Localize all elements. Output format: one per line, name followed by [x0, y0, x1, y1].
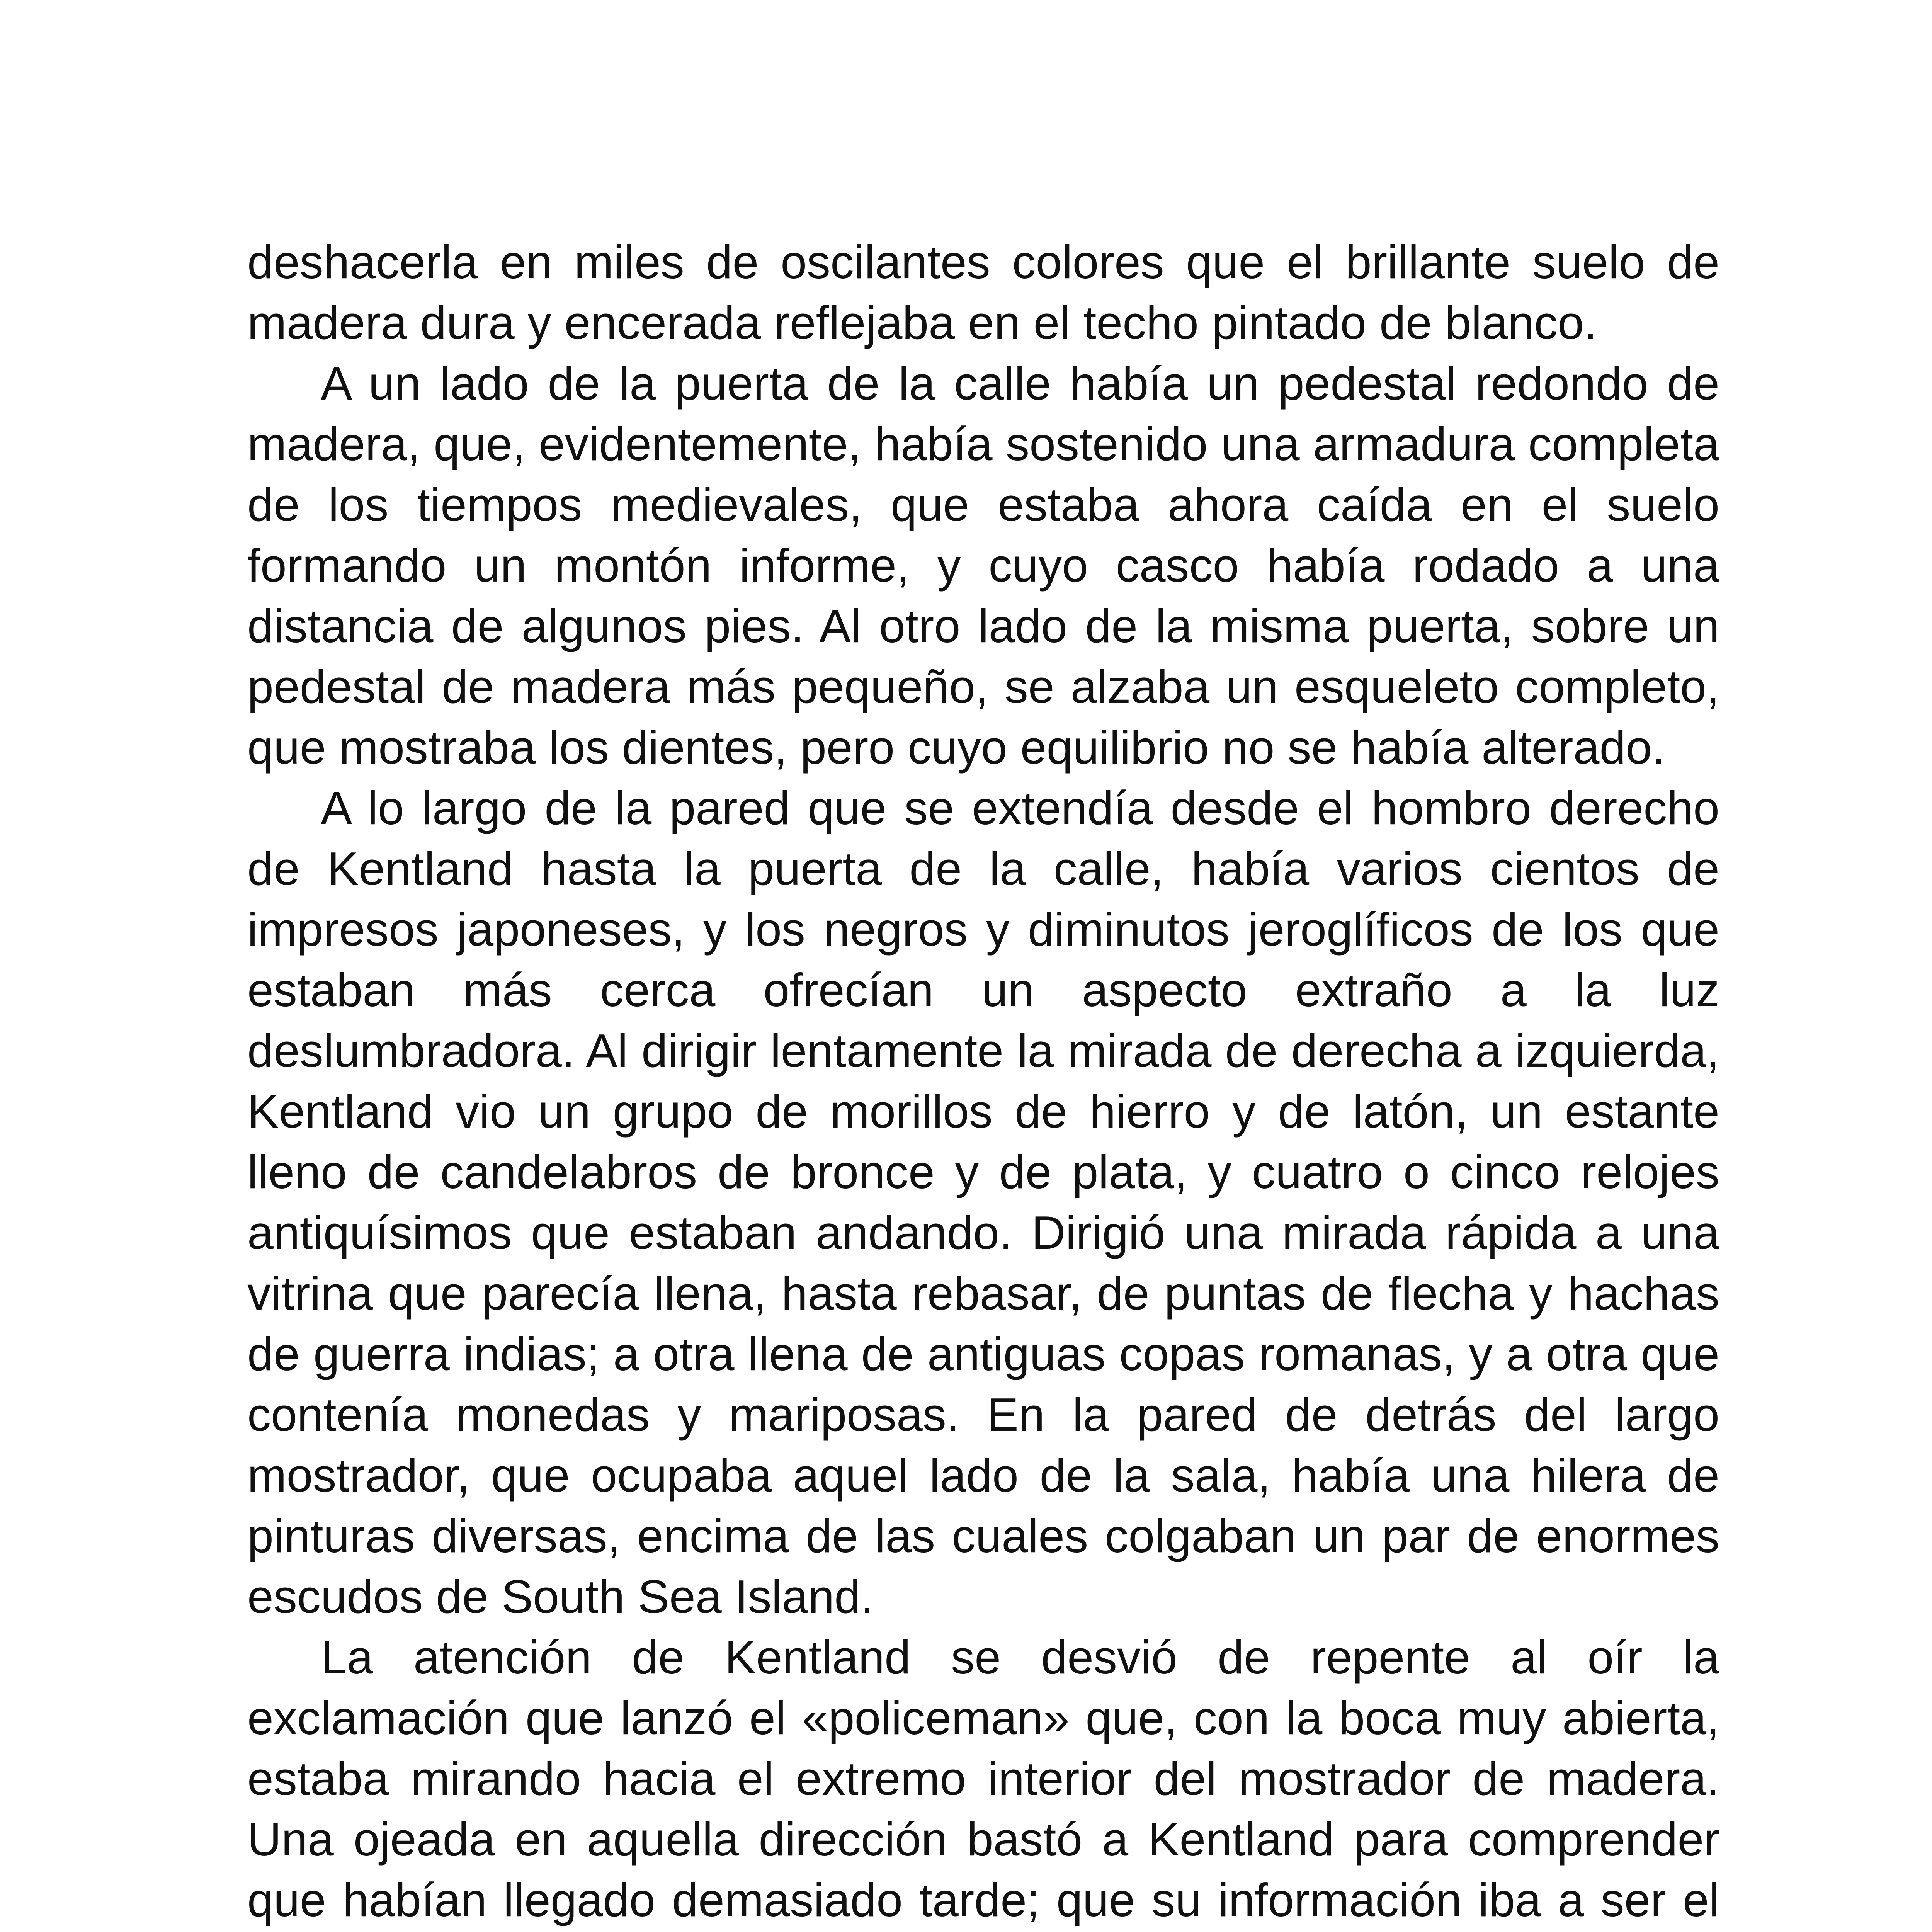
- paragraph-4: La atención de Kentland se desvió de repente al oír la exclamación que lanzó el «policeman» que, con la boca muy abierta, estaba mirando hacia el extremo interior del mostrador de madera. Una ojeada en aquella dirección bastó a Kentland para comprender que habían llegado demasiado tarde; que su información iba a ser el: [247, 1631, 1719, 1926]
- paragraph-1: deshacerla en miles de oscilantes colores que el brillante suelo de madera dura y encerada reflejaba en el techo pintado de blanco.: [247, 236, 1719, 349]
- body-text: [247, 232, 1719, 1932]
- paragraph-2: A un lado de la puerta de la calle había un pedestal redondo de madera, que, evidentemente, había sostenido una armadura completa de los tiempos medievales, que estaba ahora caída en el suelo formando un montón informe, y cuyo casco había rodado a una distancia de algunos pies. Al otro lado de la misma puerta, sobre un pedestal de madera más pequeño, se alzaba un esqueleto completo, que mostraba los dientes, pero cuyo equilibrio no se había alterado.: [247, 357, 1719, 774]
- paragraph-3: A lo largo de la pared que se extendía desde el hombro derecho de Kentland hasta la puerta de la calle, había varios cientos de impresos japoneses, y los negros y diminutos jeroglíficos de los que estaban más cerca ofrecían un aspecto extraño a la luz deslumbradora. Al dirigir lentamente la mirada de derecha a izquierda, Kentland vio un grupo de morillos de hierro y de latón, un estante lleno de candelabros de bronce y de plata, y cuatro o cinco relojes antiquísimos que estaban andando. Dirigió una mirada rápida a una vitrina que parecía llena, hasta rebasar, de puntas de flecha y hachas de guerra indias; a otra llena de antiguas copas romanas, y a otra que contenía monedas y mariposas. En la pared de detrás del largo mostrador, que ocupaba aquel lado de la sala, había una hilera de pinturas diversas, encima de las cuales colgaban un par de enormes escudos de South Sea Island.: [247, 782, 1719, 1623]
